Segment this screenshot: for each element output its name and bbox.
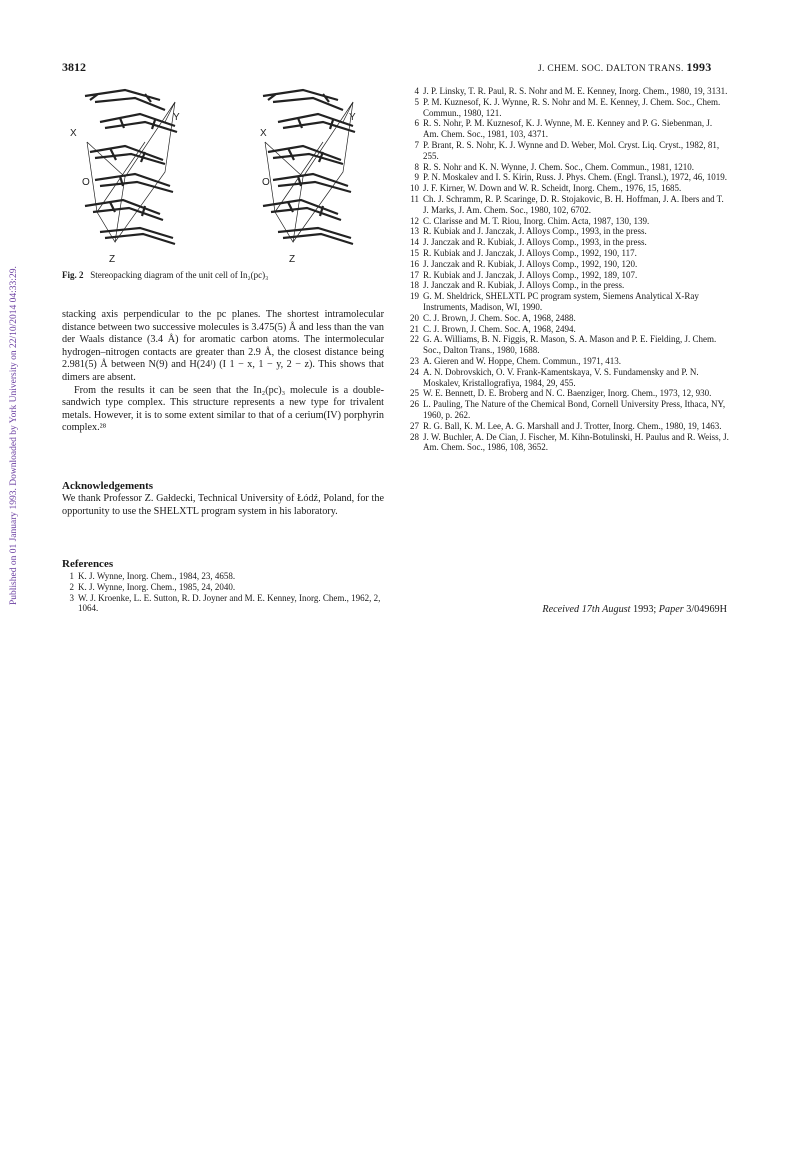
download-watermark: Published on 01 January 1993. Downloaded by York University on 22/10/2014 04:33:29.	[9, 266, 19, 605]
received-year: 1993;	[633, 604, 657, 615]
axis-label-x-right: X	[260, 128, 267, 139]
reference-item	[407, 388, 729, 399]
axis-label-o-left: O	[82, 177, 90, 188]
axis-label-z-right: Z	[289, 254, 296, 265]
reference-number: 27	[410, 420, 419, 431]
reference-text: R. Kubiak and J. Janczak, J. Alloys Comp., 1993, in the press.	[423, 226, 647, 237]
reference-number: 18	[410, 280, 419, 291]
references-heading: References	[62, 558, 114, 570]
reference-item	[407, 216, 729, 227]
reference-text: C. Clarisse and M. T. Riou, Inorg. Chim. Acta, 1987, 130, 139.	[423, 215, 650, 226]
reference-number: 23	[410, 355, 419, 366]
acknowledgements-heading: Acknowledgements	[62, 480, 154, 492]
reference-item	[62, 571, 384, 582]
reference-number: 22	[410, 334, 419, 345]
reference-text: J. Janczak and R. Kubiak, J. Alloys Comp., 1992, 190, 120.	[423, 258, 638, 269]
reference-text: C. J. Brown, J. Chem. Soc. A, 1968, 2494.	[423, 323, 576, 334]
acknowledgements-text: We thank Professor Z. Gałdecki, Technical University of Łódź, Poland, for the opportunity to use the SHELXTL program system in his laboratory.	[62, 493, 384, 517]
reference-number: 7	[414, 139, 419, 150]
reference-number: 28	[410, 431, 419, 442]
reference-item	[407, 324, 729, 335]
reference-text: L. Pauling, The Nature of the Chemical Bond, Cornell University Press, Ithaca, NY, 1960, p. 262.	[423, 399, 726, 420]
reference-text: J. Janczak and R. Kubiak, J. Alloys Comp., in the press.	[423, 280, 625, 291]
references-list-right	[407, 86, 729, 453]
reference-number: 26	[410, 399, 419, 410]
reference-item	[407, 248, 729, 259]
reference-number: 9	[414, 172, 419, 183]
reference-text: R. S. Nohr and K. N. Wynne, J. Chem. Soc., Chem. Commun., 1981, 1210.	[423, 161, 695, 172]
paper-label: Paper	[658, 604, 684, 615]
reference-text: J. W. Buchler, A. De Cian, J. Fischer, M. Kihn-Botulinski, H. Paulus and R. Weiss, J. Am. Chem. Soc., 1986, 108, 3652.	[423, 431, 729, 453]
reference-text: R. G. Ball, K. M. Lee, A. G. Marshall and J. Trotter, Inorg. Chem., 1980, 19, 1463.	[423, 420, 722, 431]
reference-item	[407, 226, 729, 237]
body-paragraph-1: stacking axis perpendicular to the pc planes. The shortest intramolecular distance between two successive molecules is 3.475(5) Å and less than the van der Waals distance (3.4 Å) for aromatic carbon atoms. The intermolecular hydrogen–nitrogen contacts are greater than 2.9 Å, the closest distance being 2.981(5) Å between N(9) and H(24ᴵ) (I 1 − x, 1 − y, 2 − z). This shows that dimers are absent.	[62, 309, 384, 383]
left-stereo-view	[85, 90, 177, 244]
reference-text: A. N. Dobrovskich, O. V. Frank-Kamentskaya, V. S. Fundamensky and P. N. Moskalev, Kristallografiya, 1984, 29, 455.	[423, 366, 699, 388]
right-stereo-view	[263, 90, 355, 244]
axis-label-y-left: Y	[173, 112, 180, 123]
reference-number: 6	[414, 118, 419, 129]
reference-text: A. Gieren and W. Hoppe, Chem. Commun., 1971, 413.	[423, 355, 621, 366]
axis-label-o-right: O	[262, 177, 270, 188]
received-date: 17th August	[581, 604, 631, 615]
reference-number: 14	[410, 237, 419, 248]
reference-item	[407, 421, 729, 432]
reference-item	[407, 172, 729, 183]
reference-text: G. M. Sheldrick, SHELXTL PC program system, Siemens Analytical X-Ray Instruments, Madison, WI, 1990.	[423, 291, 699, 312]
reference-item	[407, 183, 729, 194]
reference-text: J. F. Kirner, W. Down and W. R. Scheidt, Inorg. Chem., 1976, 15, 1685.	[423, 183, 682, 194]
body-paragraph-2: From the results it can be seen that the In₂(pc)₃ molecule is a double-sandwich type complex. This structure represents a new type for trivalent metals. However, it is to some extent similar to that of a cerium(IV) porphyrin complex.²⁸	[62, 384, 384, 434]
reference-number: 17	[410, 269, 419, 280]
reference-number: 20	[410, 312, 419, 323]
reference-item	[407, 97, 729, 119]
reference-item	[407, 356, 729, 367]
reference-item	[407, 86, 729, 97]
reference-text: J. Janczak and R. Kubiak, J. Alloys Comp., 1993, in the press.	[423, 237, 647, 248]
reference-number: 19	[410, 291, 419, 302]
references-list-left	[62, 571, 384, 614]
reference-text: K. J. Wynne, Inorg. Chem., 1985, 24, 2040.	[78, 581, 236, 592]
reference-number: 1	[69, 571, 74, 581]
reference-item	[407, 280, 729, 291]
reference-text: J. P. Linsky, T. R. Paul, R. S. Nohr and M. E. Kenney, Inorg. Chem., 1980, 19, 3131.	[423, 86, 728, 96]
reference-item	[407, 432, 729, 454]
reference-number: 21	[410, 323, 419, 334]
journal-year: 1993	[686, 60, 712, 74]
reference-number: 16	[410, 258, 419, 269]
reference-item	[407, 118, 729, 140]
reference-text: W. J. Kroenke, L. E. Sutton, R. D. Joyner and M. E. Kenney, Inorg. Chem., 1962, 2, 1064.	[78, 592, 381, 614]
reference-item	[407, 140, 729, 162]
reference-text: G. A. Williams, B. N. Figgis, R. Mason, S. A. Mason and P. E. Fielding, J. Chem. Soc., Dalton Trans., 1980, 1688.	[423, 334, 717, 356]
reference-number: 2	[69, 581, 74, 592]
page-number: 3812	[62, 60, 86, 74]
reference-text: K. J. Wynne, Inorg. Chem., 1984, 23, 4658.	[78, 571, 236, 581]
reference-text: R. Kubiak and J. Janczak, J. Alloys Comp., 1992, 189, 107.	[423, 269, 638, 280]
reference-item	[407, 399, 729, 421]
received-label: Received	[542, 604, 580, 615]
figure-caption	[62, 270, 392, 280]
reference-item	[407, 237, 729, 248]
figure-caption-label: Fig. 2	[62, 270, 84, 280]
reference-item	[407, 291, 729, 313]
journal-running-head	[538, 60, 712, 75]
reference-item	[62, 582, 384, 593]
reference-text: P. M. Kuznesof, K. J. Wynne, R. S. Nohr and M. E. Kenney, J. Chem. Soc., Chem. Commun., 1980, 121.	[423, 96, 721, 118]
reference-number: 13	[410, 226, 419, 237]
reference-text: C. J. Brown, J. Chem. Soc. A, 1968, 2488.	[423, 312, 576, 323]
reference-item	[407, 367, 729, 389]
reference-number: 25	[410, 388, 419, 399]
reference-item	[407, 162, 729, 173]
reference-item	[62, 593, 384, 615]
axis-label-x-left: X	[70, 128, 77, 139]
reference-item	[407, 334, 729, 356]
reference-text: R. Kubiak and J. Janczak, J. Alloys Comp., 1992, 190, 117.	[423, 247, 637, 258]
reference-item	[407, 270, 729, 281]
journal-name: J. CHEM. SOC. DALTON TRANS.	[538, 64, 684, 74]
molecule-stack-right	[263, 90, 355, 244]
reference-text: Ch. J. Schramm, R. P. Scaringe, D. R. Stojakovic, B. H. Hoffman, J. A. Ibers and T. J. Marks, J. Am. Chem. Soc., 1980, 102, 6702.	[423, 193, 724, 215]
reference-text: P. N. Moskalev and I. S. Kirin, Russ. J. Phys. Chem. (Engl. Transl.), 1972, 46, 1019.	[423, 172, 728, 183]
paper-id: 3/04969H	[686, 604, 727, 615]
axis-label-z-left: Z	[109, 254, 116, 265]
reference-number: 4	[414, 86, 419, 96]
reference-text: W. E. Bennett, D. E. Broberg and N. C. Baenziger, Inorg. Chem., 1973, 12, 930.	[423, 388, 712, 399]
reference-number: 12	[410, 215, 419, 226]
reference-item	[407, 259, 729, 270]
reference-number: 15	[410, 247, 419, 258]
axis-label-y-right: Y	[349, 112, 356, 123]
reference-number: 24	[410, 366, 419, 377]
molecule-stack-left	[85, 90, 177, 244]
figure-caption-text: Stereopacking diagram of the unit cell of In₂(pc)₃	[90, 270, 269, 280]
received-line	[477, 604, 727, 615]
reference-text: P. Brant, R. S. Nohr, K. J. Wynne and D. Weber, Mol. Cryst. Liq. Cryst., 1982, 81, 255.	[423, 139, 720, 161]
reference-number: 3	[69, 592, 74, 603]
reference-number: 8	[414, 161, 419, 172]
stereopacking-figure	[65, 82, 385, 267]
reference-item	[407, 313, 729, 324]
reference-text: R. S. Nohr, P. M. Kuznesof, K. J. Wynne, M. E. Kenney and P. G. Siebenman, J. Am. Chem. Soc., 1981, 103, 4371.	[423, 118, 713, 140]
reference-item	[407, 194, 729, 216]
reference-number: 11	[410, 193, 419, 204]
reference-number: 5	[414, 96, 419, 107]
body-text	[62, 309, 384, 435]
reference-number: 10	[410, 183, 419, 194]
